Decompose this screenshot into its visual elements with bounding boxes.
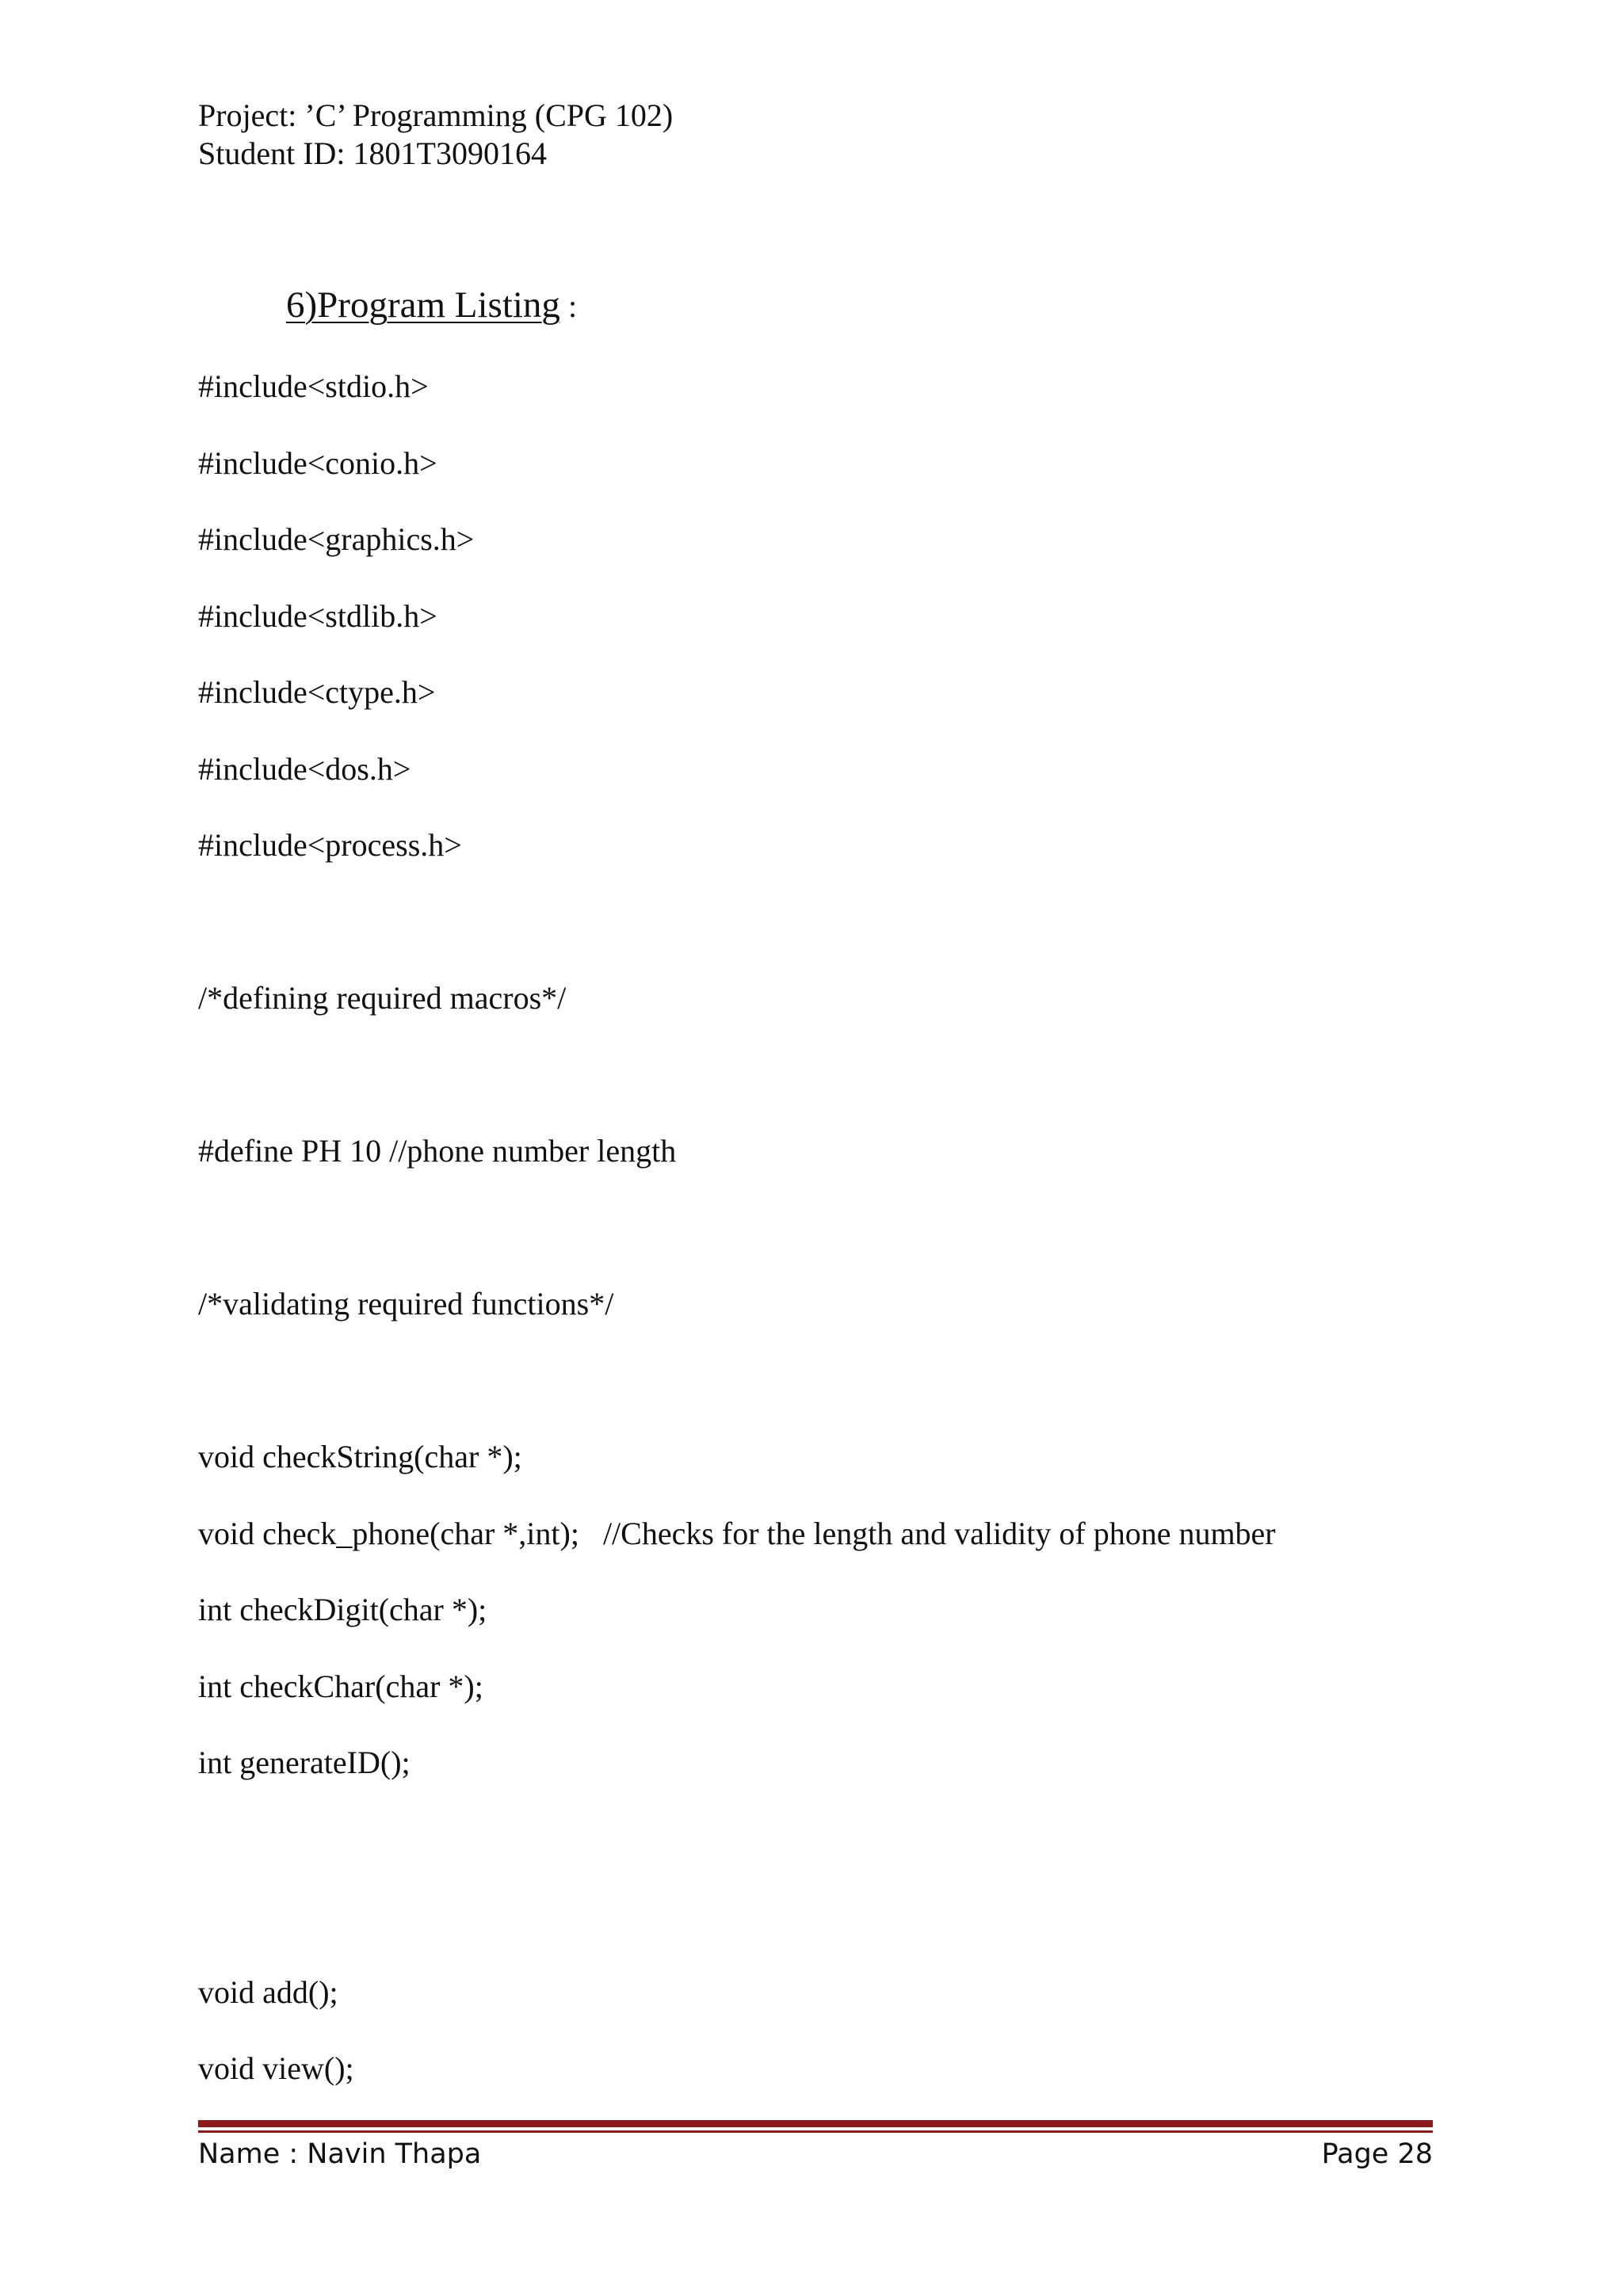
code-comment: /*defining required macros*/ — [198, 980, 567, 1016]
code-line: #include<stdio.h> — [198, 368, 429, 404]
page-header — [198, 97, 673, 173]
author-name: Name : Navin Thapa — [198, 2138, 482, 2170]
code-line: int checkChar(char *); — [198, 1669, 483, 1704]
code-line: void view(); — [198, 2050, 354, 2086]
code-line: #include<stdlib.h> — [198, 598, 437, 634]
code-line: #include<ctype.h> — [198, 674, 436, 710]
section-heading-text: 6)Program Listing — [286, 284, 560, 326]
project-title: Project: ’C’ Programming (CPG 102) — [198, 97, 674, 133]
section-heading — [286, 283, 577, 329]
footer-divider — [198, 2120, 1433, 2127]
code-line: #include<dos.h> — [198, 751, 411, 787]
page-number: Page 28 — [1321, 2138, 1433, 2170]
code-line: int checkDigit(char *); — [198, 1592, 487, 1627]
code-line: void checkString(char *); — [198, 1439, 522, 1474]
code-line: #include<process.h> — [198, 827, 462, 863]
code-line: #define PH 10 //phone number length — [198, 1133, 677, 1169]
code-line: #include<conio.h> — [198, 445, 437, 481]
code-line: #include<graphics.h> — [198, 521, 475, 557]
section-heading-suffix: : — [559, 288, 578, 324]
code-line: void check_phone(char *,int); //Checks for the length and validity of phone number — [198, 1516, 1276, 1551]
code-line: int generateID(); — [198, 1745, 411, 1780]
footer-divider-thin — [198, 2130, 1433, 2133]
page-footer — [198, 2135, 1433, 2173]
code-line: void add(); — [198, 1974, 338, 2010]
student-id: Student ID: 1801T3090164 — [198, 135, 547, 171]
code-comment: /*validating required functions*/ — [198, 1286, 614, 1322]
